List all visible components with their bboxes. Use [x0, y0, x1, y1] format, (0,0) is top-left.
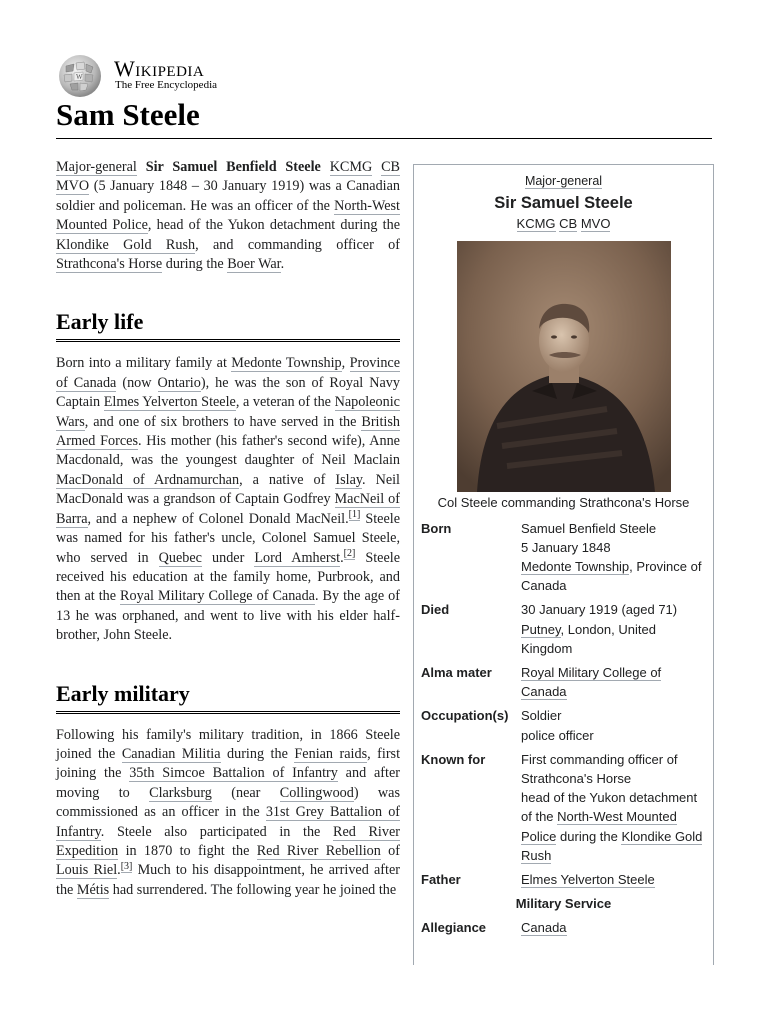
died-place-link[interactable]: Putney [521, 621, 561, 637]
portrait-caption: Col Steele commanding Strathcona's Horse [437, 495, 690, 511]
allegiance-link[interactable]: Canada [521, 920, 567, 936]
link-boer-war[interactable]: Boer War [227, 256, 281, 273]
alma-mater-label: Alma mater [421, 665, 492, 681]
military-service-header: Military Service [515, 896, 612, 912]
link-31st-grey-battalion[interactable]: 31st Grey Battalion of Infantry [56, 804, 401, 840]
svg-text:W: W [76, 73, 83, 81]
link-metis[interactable]: Métis [76, 881, 110, 898]
link-macneil-of-barra[interactable]: MacNeil of Barra [56, 491, 400, 527]
infobox-kcmg-link[interactable]: KCMG [516, 216, 556, 232]
infobox [413, 164, 714, 965]
link-red-river-rebellion[interactable]: Red River Rebellion [256, 842, 381, 859]
link-canadian-militia[interactable]: Canadian Militia [121, 745, 221, 762]
died-value: 30 January 1919 (aged 71) Putney, London, United Kingdom [521, 602, 678, 656]
infobox-postnominals [414, 214, 713, 233]
born-place-link[interactable]: Medonte Township [521, 559, 630, 575]
occupation-value: Soldier police officer [521, 708, 594, 743]
infobox-header [414, 165, 713, 233]
link-major-general[interactable]: Major-general [56, 159, 137, 175]
link-35th-simcoe-battalion[interactable]: 35th Simcoe Battalion of Infantry [129, 765, 338, 782]
wikipedia-globe-logo[interactable] [56, 54, 104, 98]
infobox-row-father [414, 870, 713, 889]
link-mvo[interactable]: MVO [56, 178, 90, 195]
link-islay[interactable]: Islay [335, 471, 363, 488]
link-red-river-expedition[interactable]: Red River Expedition [56, 823, 400, 859]
link-ontario[interactable]: Ontario [157, 374, 201, 391]
infobox-cb-link[interactable]: CB [559, 216, 578, 232]
link-british-armed-forces[interactable]: British Armed Forces [56, 413, 400, 450]
infobox-row-alma-mater [414, 663, 713, 701]
page-title: Sam Steele [56, 96, 712, 139]
link-kcmg[interactable]: KCMG [329, 159, 373, 175]
link-strathconas-horse[interactable]: Strathcona's Horse [56, 256, 163, 273]
link-louis-riel[interactable]: Louis Riel [56, 862, 118, 879]
link-collingwood[interactable]: Collingwood [279, 784, 354, 801]
infobox-title: Sir Samuel Steele [494, 194, 633, 213]
reference-2[interactable]: [2] [343, 547, 356, 559]
infobox-row-occupation [414, 706, 713, 744]
link-quebec[interactable]: Quebec [158, 549, 202, 566]
died-label: Died [421, 602, 450, 618]
infobox-mvo-link[interactable]: MVO [580, 216, 611, 232]
reference-1[interactable]: [1] [348, 508, 361, 520]
born-label: Born [421, 520, 452, 536]
link-province-of-canada[interactable]: Province of Canada [56, 355, 401, 391]
link-fenian-raids[interactable]: Fenian raids [294, 745, 368, 762]
link-cb[interactable]: CB [381, 159, 401, 175]
early-military-paragraph: Following his family's military tradition, in 1866 Steele joined the Canadian Militia during the Fenian raids, first joining the 35th Simcoe Battalion of Infantry and after moving to Clarksburg (near Collingwood) was commissioned as an officer in the 31st Grey Battalion of Infantry. Steele also participated in the Red River Expedition in 1870 to fight the Red River Rebellion of Louis Riel.[3] Much to his disappointment, he arrived after the Métis had surrendered. The following year he joined the [56, 726, 401, 898]
link-elmes-yelverton-steele[interactable]: Elmes Yelverton Steele [103, 394, 236, 411]
infobox-row-died [414, 600, 713, 658]
father-link[interactable]: Elmes Yelverton Steele [521, 872, 655, 888]
known-for-value: First commanding officer of Strathcona's Horse head of the Yukon detachment of the North-West Mounted Police during the Klondike Gold Rush [521, 751, 703, 863]
link-macdonald-of-ardnamurchan[interactable]: MacDonald of Ardnamurchan [56, 471, 240, 488]
link-klondike-gold-rush[interactable]: Klondike Gold Rush [56, 236, 196, 253]
father-label: Father [421, 872, 461, 888]
known-for-klondike-link[interactable]: Klondike Gold Rush [521, 828, 703, 863]
known-for-label: Known for [421, 751, 486, 767]
alma-mater-link[interactable]: Royal Military College of Canada [521, 665, 662, 700]
article-body [56, 158, 400, 900]
heading-early-military: Early military [56, 680, 400, 714]
infobox-row-known-for [414, 750, 713, 865]
link-royal-military-college[interactable]: Royal Military College of Canada [120, 588, 315, 605]
reference-3[interactable]: [3] [120, 860, 133, 872]
lead-paragraph: Major-general Sir Samuel Benfield Steele KCMG CB MVO (5 January 1848 – 30 January 1919) was a Canadian soldier and policeman. He was an officer of the North-West Mounted Police, head of the Yukon detachment during the Klondike Gold Rush, and commanding officer of Strathcona's Horse during the Boer War. [56, 159, 401, 273]
heading-early-life: Early life [56, 308, 400, 342]
link-napoleonic-wars[interactable]: Napoleonic Wars [56, 394, 400, 430]
link-medonte-township[interactable]: Medonte Township [231, 355, 342, 372]
portrait-photo[interactable] [457, 241, 671, 492]
early-life-paragraph: Born into a military family at Medonte Township, Province of Canada (now Ontario), he was the son of Royal Navy Captain Elmes Yelverton Steele, a veteran of the Napoleonic Wars, and one of six brothers to have served in the British Armed Forces. His mother (his father's second wife), Anne Macdonald, was the youngest daughter of Neil Maclain MacDonald of Ardnamurchan, a native of Islay. Neil MacDonald was a grandson of Captain Godfrey MacNeil of Barra, and a nephew of Colonel Donald MacNeil.[1] Steele was named for his father's uncle, Colonel Samuel Steele, who served in Quebec under Lord Amherst.[2] Steele received his education at the family home, Purbrook, and then at the Royal Military College of Canada. By the age of 13 he was orphaned, and went to live with his elder half-brother, John Steele. [56, 355, 401, 644]
link-north-west-mounted-police[interactable]: North-West Mounted Police [56, 197, 400, 234]
infobox-row-allegiance [414, 918, 713, 937]
allegiance-label: Allegiance [421, 920, 487, 936]
infobox-row-born [414, 519, 713, 596]
link-clarksburg[interactable]: Clarksburg [149, 784, 212, 801]
link-lord-amherst[interactable]: Lord Amherst [254, 549, 341, 566]
lead-subject-name: Sir Samuel Benfield Steele [145, 159, 321, 175]
born-value: Samuel Benfield Steele 5 January 1848 Medonte Township, Province of Canada [521, 520, 702, 594]
occupation-label: Occupation(s) [421, 708, 509, 724]
infobox-rank-link[interactable]: Major-general [524, 174, 603, 188]
wikipedia-tagline: The Free Encyclopedia [115, 79, 218, 91]
known-for-nwmp-link[interactable]: North-West Mounted Police [521, 809, 677, 844]
wikipedia-wordmark[interactable]: Wikipedia [114, 56, 205, 81]
